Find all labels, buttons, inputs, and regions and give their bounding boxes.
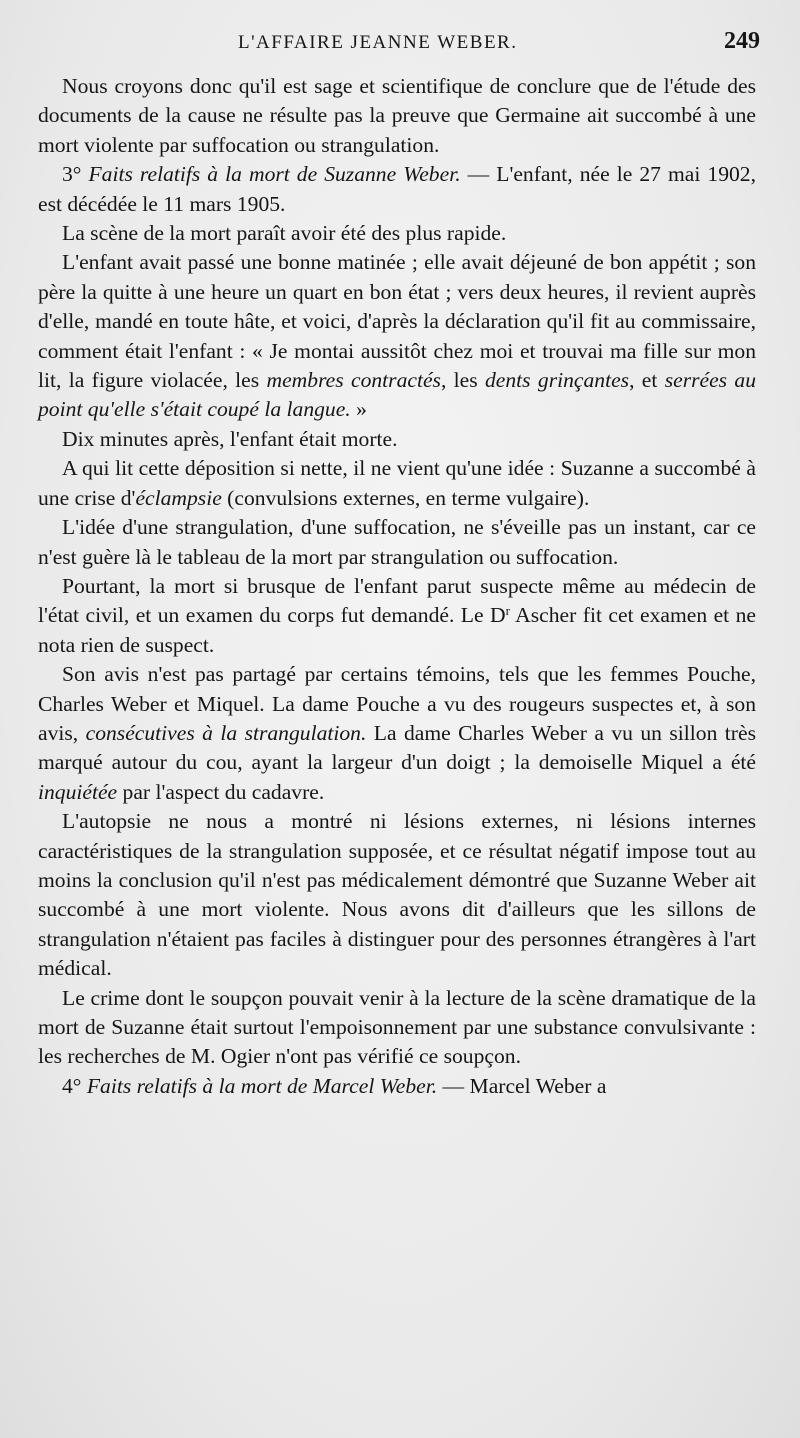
text-segment: Nous croyons donc qu'il est sage et scientifique de conclure que de l'étude des documents de la cause ne résulte pas la preuve que Germaine ait succombé à une mort violente par suffocation ou strangulation. [38,74,756,157]
paragraph [38,219,756,248]
paragraph [38,807,756,983]
page-header [38,28,760,72]
text-segment: (convulsions externes, en terme vulgaire). [221,485,590,510]
text-segment: L'enfant avait passé une bonne matinée ; elle avait déjeuné de bon appétit ; son père la quitte à une heure un quart en bon état ; vers deux heures, il revient auprès d'elle, mandé en toute hâte, et voici, d'après la déclaration qu'il fit au commissaire, comment était l'enfant : « Je montai aussitôt chez moi et trouvai ma fille sur mon lit, la figure violacée, les [38,250,756,393]
italic-text: Faits relatifs à la mort de Marcel Weber. [86,1073,438,1098]
paragraph [38,1072,756,1101]
text-segment: 4° [62,1073,87,1098]
paragraph [38,660,756,807]
text-segment: La dame Charles Weber a vu un sillon très marqué autour du cou, ayant la largeur d'un doigt ; la demoiselle Miquel a été [38,720,756,775]
superscript-text: r [505,603,510,619]
paragraph [38,984,756,1072]
text-segment: » [350,397,367,422]
paragraph [38,72,756,160]
text-segment: 3° [62,162,89,187]
running-title: L'AFFAIRE JEANNE WEBER. [238,32,518,53]
italic-text: serrées au point qu'elle s'était coupé la langue. [38,368,756,422]
text-segment: L'autopsie ne nous a montré ni lésions externes, ni lésions internes caractéristiques de la strangulation supposée, et ce résultat négatif impose tout au moins la conclusion qu'il n'est pas médicalement démontré que Suzanne Weber ait succombé à une mort violente. Nous avons dit d'ailleurs que les sillons de strangulation n'étaient pas faciles à distinguer pour des personnes étrangères à l'art médical. [38,809,756,981]
paragraph [38,513,756,572]
paragraph [38,425,756,454]
text-segment: par l'aspect du cadavre. [117,779,325,804]
text-segment: , les [440,368,485,393]
text-segment: A qui lit cette déposition si nette, il ne vient qu'une idée : Suzanne a succombé à une crise d' [38,456,756,510]
italic-text: Faits relatifs à la mort de Suzanne Weber. [88,162,461,187]
text-segment: , et [629,368,665,393]
text-segment: Dix minutes après, l'enfant était morte. [62,426,398,451]
text-segment: Pourtant, la mort si brusque de l'enfant parut suspecte même au médecin de l'état civil, et un examen du corps fut demandé. Le D [38,573,756,628]
text-segment: La scène de la mort paraît avoir été des plus rapide. [62,221,507,246]
paragraph [38,160,756,219]
italic-text: dents grinçantes [484,368,630,393]
italic-text: consécutives à la strangulation. [85,720,367,745]
paragraph [38,248,756,424]
italic-text: membres contractés [266,368,441,393]
paragraph [38,572,756,660]
text-segment: — L'enfant, née le 27 mai 1902, est décédée le 11 mars 1905. [38,162,756,216]
italic-text: éclampsie [135,485,222,510]
text-segment: Son avis n'est pas partagé par certains témoins, tels que les femmes Pouche, Charles Weber et Miquel. La dame Pouche a vu des rougeurs suspectes et, à son avis, [38,662,756,745]
text-segment: Le crime dont le soupçon pouvait venir à la lecture de la scène dramatique de la mort de Suzanne était surtout l'empoisonnement par une substance convulsivante : les recherches de M. Ogier n'ont pas vérifié ce soupçon. [38,985,756,1069]
text-segment: L'idée d'une strangulation, d'une suffocation, ne s'éveille pas un instant, car ce n'est guère là le tableau de la mort par strangulation ou suffocation. [38,515,756,569]
text-segment: Ascher fit cet examen et ne nota rien de suspect. [38,603,756,657]
page-number: 249 [724,28,760,54]
italic-text: inquiétée [38,779,118,804]
body-text [38,72,756,1101]
paragraph [38,454,756,513]
text-segment: — Marcel Weber a [437,1073,607,1098]
